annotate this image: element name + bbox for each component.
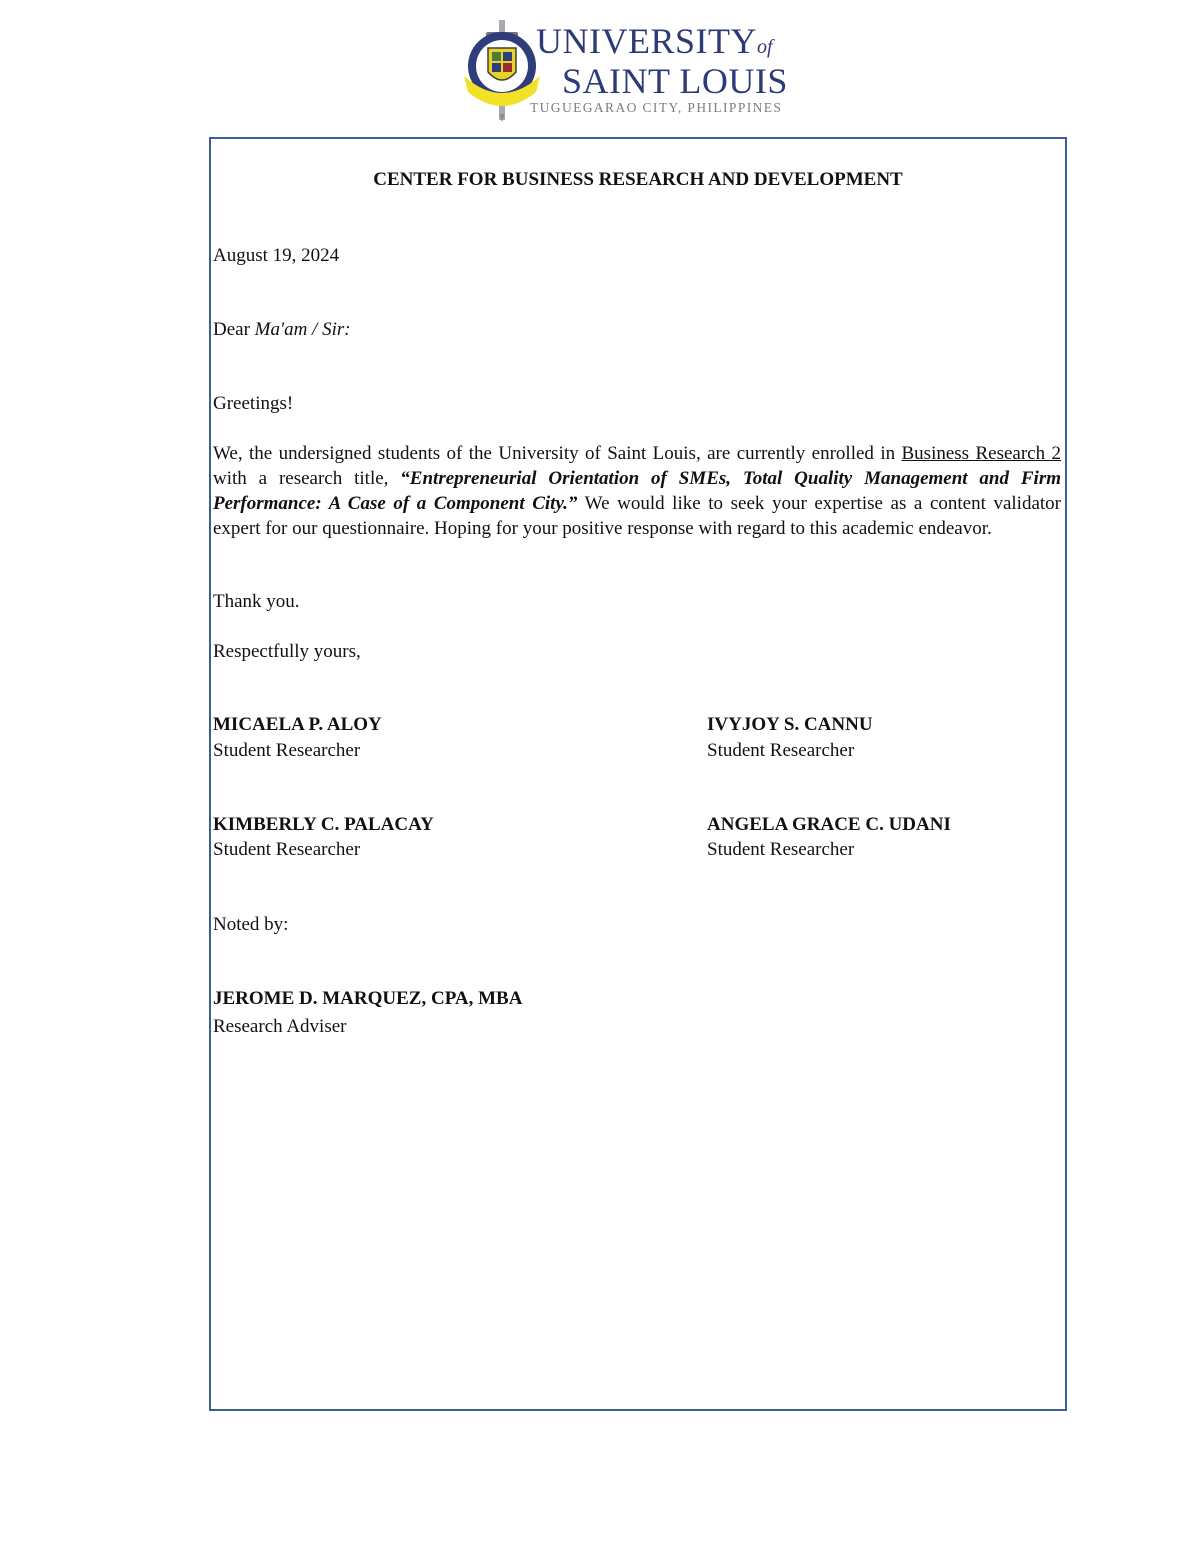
adviser-role: Research Adviser	[213, 1016, 347, 1037]
signatory-role: Student Researcher	[707, 839, 855, 860]
body-part2: with a research title,	[213, 468, 401, 489]
greeting: Greetings!	[213, 393, 294, 414]
body-paragraph	[213, 441, 1061, 541]
body-part3: We would like to seek your expertise as a content validator expert for our questionnaire. Hoping for your positive response with regard to this academic endeavor.	[213, 493, 1061, 539]
adviser-name: JEROME D. MARQUEZ, CPA, MBA	[213, 988, 523, 1009]
research-title: “Entrepreneurial Orientation of SMEs, Total Quality Management and Firm Performance: A Case of a Component City.”	[213, 468, 1062, 514]
letter-heading: CENTER FOR BUSINESS RESEARCH AND DEVELOPMENT	[373, 169, 903, 190]
signatory-role: Student Researcher	[707, 740, 855, 761]
signatory-role: Student Researcher	[213, 839, 361, 860]
signatory-name: MICAELA P. ALOY	[213, 714, 382, 735]
salutation	[213, 317, 351, 342]
wordmark-of: of	[756, 36, 773, 58]
signatory-name: KIMBERLY C. PALACAY	[213, 814, 434, 835]
signatory-name: ANGELA GRACE C. UDANI	[707, 814, 951, 835]
noted-by-label: Noted by:	[213, 914, 289, 935]
closing-line: Respectfully yours,	[213, 641, 361, 662]
signatory-role: Student Researcher	[213, 740, 361, 761]
letter-frame	[209, 137, 1067, 1411]
course-name: Business Research 2	[901, 443, 1061, 464]
body-part1: We, the undersigned students of the University of Saint Louis, are currently enrolled in	[213, 443, 902, 464]
wordmark-university: UNIVERSITY	[536, 21, 757, 61]
thanks-line: Thank you.	[213, 591, 300, 612]
letter-date: August 19, 2024	[213, 245, 340, 266]
university-logo	[456, 18, 816, 126]
university-wordmark	[530, 21, 788, 118]
salutation-prefix: Dear	[213, 319, 255, 340]
wordmark-location: TUGUEGARAO CITY, PHILIPPINES	[530, 100, 783, 115]
university-seal-icon	[456, 18, 540, 124]
wordmark-saint-louis: SAINT LOUIS	[562, 61, 788, 101]
signatory-name: IVYJOY S. CANNU	[707, 714, 873, 735]
salutation-name: Ma'am / Sir:	[254, 319, 351, 340]
